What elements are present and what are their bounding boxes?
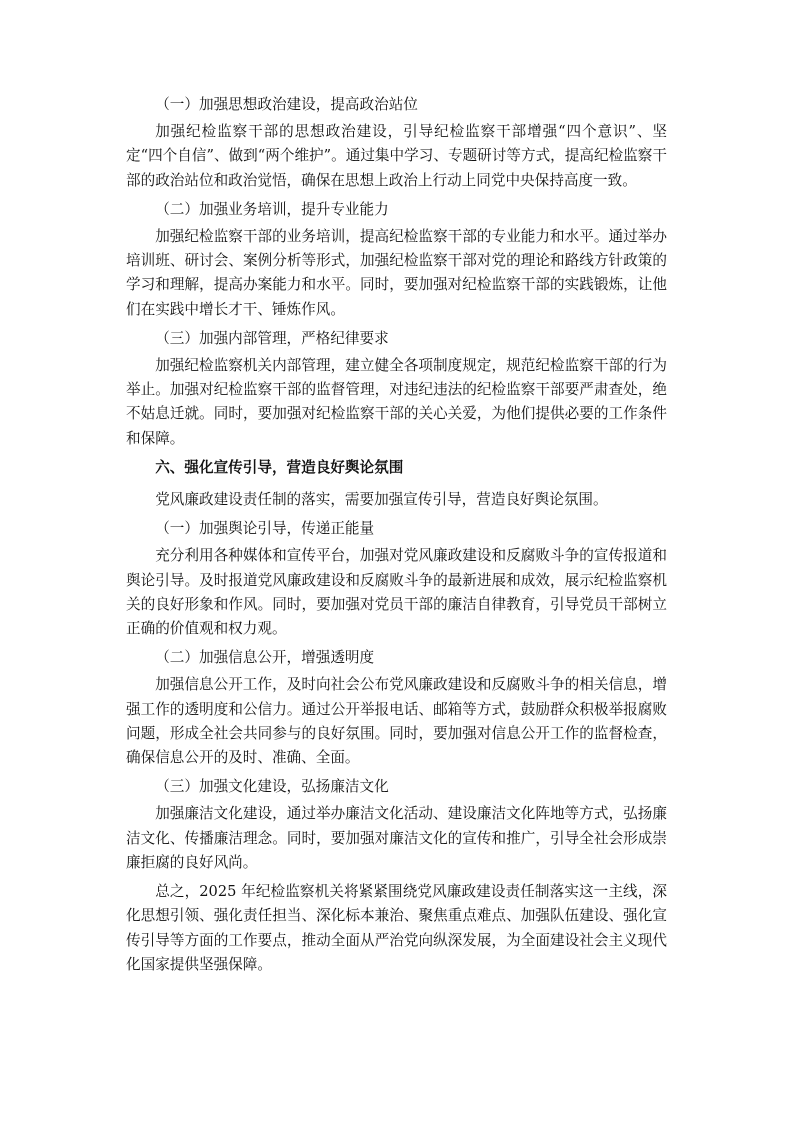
document-body [126,90,667,982]
section-intro: 党风廉政建设责任制的落实，需要加强宣传引导，营造良好舆论氛围。 [155,491,608,509]
subsection-title: （二）加强信息公开，增强透明度 [155,649,375,667]
conclusion-paragraph: 总之，2025 年纪检监察机关将紧紧围绕党风廉政建设责任制落实这一主线，深化思想引领、强化责任担当、深化标本兼治、聚焦重点难点、加强队伍建设、强化宣传引导等方面的工作要点，推动全面从严治党向纵深发展，为全面建设社会主义现代化国家提供坚强保障。 [126,883,667,973]
paragraph: 加强廉洁文化建设，通过举办廉洁文化活动、建设廉洁文化阵地等方式，弘扬廉洁文化、传播廉洁理念。同时，要加强对廉洁文化的宣传和推广，引导全社会形成崇廉拒腐的良好风尚。 [126,805,667,871]
subsection-title: （一）加强舆论引导，传递正能量 [155,520,375,538]
paragraph: 加强纪检监察干部的思想政治建设，引导纪检监察干部增强“四个意识”、坚定“四个自信”、做到“两个维护”。通过集中学习、专题研讨等方式，提高纪检监察干部的政治站位和政治觉悟，确保在思想上政治上行动上同党中央保持高度一致。 [126,123,667,189]
subsection-title: （三）加强内部管理，严格纪律要求 [155,329,389,347]
paragraph: 加强纪检监察机关内部管理，建立健全各项制度规定，规范纪检监察干部的行为举止。加强对纪检监察干部的监督管理，对违纪违法的纪检监察干部要严肃查处，绝不姑息迁就。同时，要加强对纪检监察干部的关心关爱，为他们提供必要的工作条件和保障。 [126,357,667,447]
subsection-title: （一）加强思想政治建设，提高政治站位 [155,96,418,113]
paragraph: 加强信息公开工作，及时向社会公布党风廉政建设和反腐败斗争的相关信息，增强工作的透明度和公信力。通过公开举报电话、邮箱等方式，鼓励群众积极举报腐败问题，形成全社会共同参与的良好氛围。同时，要加强对信息公开工作的监督检查，确保信息公开的及时、准确、全面。 [126,676,667,767]
paragraph: 充分利用各种媒体和宣传平台，加强对党风廉政建设和反腐败斗争的宣传报道和舆论引导。及时报道党风廉政建设和反腐败斗争的最新进展和成效，展示纪检监察机关的良好形象和作风。同时，要加强对党员干部的廉洁自律教育，引导党员干部树立正确的价值观和权力观。 [126,547,667,638]
paragraph: 加强纪检监察干部的业务培训，提高纪检监察干部的专业能力和水平。通过举办培训班、研讨会、案例分析等形式，加强纪检监察干部对党的理论和路线方针政策的学习和理解，提高办案能力和水平。同时，要加强对纪检监察干部的实践锻炼，让他们在实践中增长才干、锤炼作风。 [126,228,667,318]
section-heading: 六、强化宣传引导，营造良好舆论氛围 [155,458,404,476]
subsection-title: （三）加强文化建设，弘扬廉洁文化 [155,778,389,796]
subsection-title: （二）加强业务培训，提升专业能力 [155,200,389,218]
